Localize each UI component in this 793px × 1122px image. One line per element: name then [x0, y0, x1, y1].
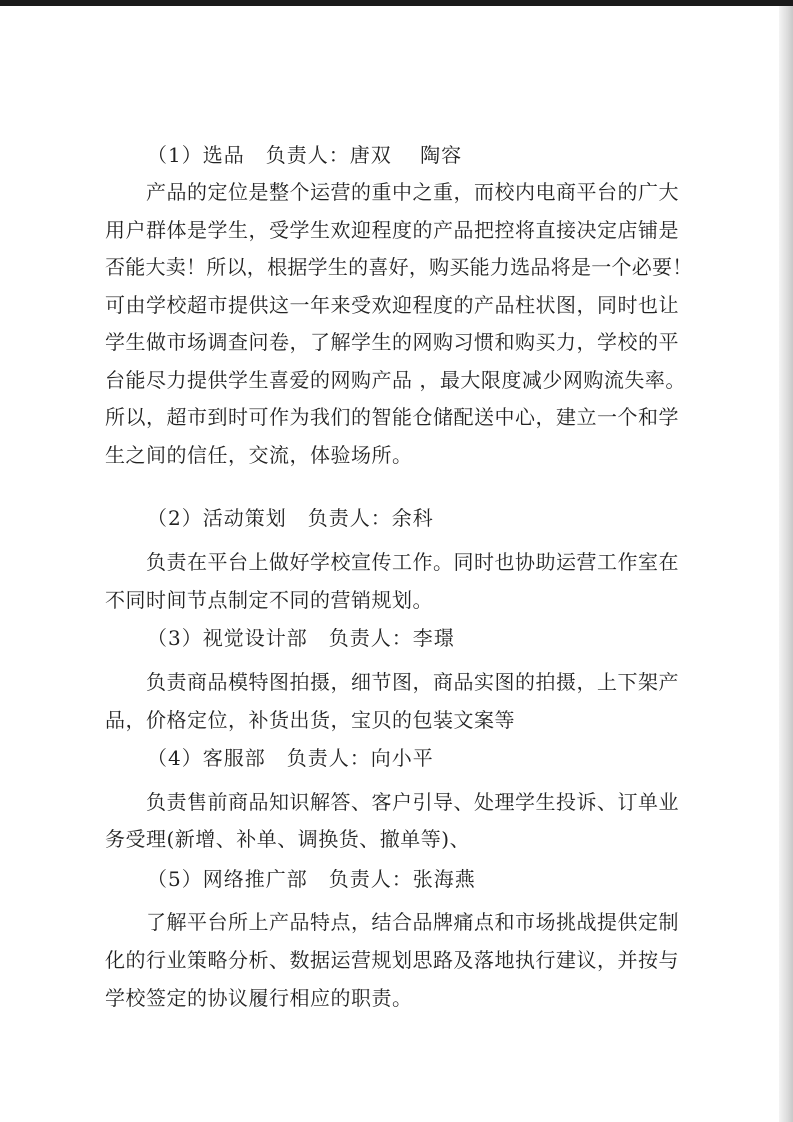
body-line: 负责商品模特图拍摄，细节图，商品实图的拍摄，上下架产: [146, 670, 679, 694]
body-line: 学校签定的协议履行相应的职责。: [105, 986, 413, 1010]
body-line: 否能大卖！所以，根据学生的喜好，购买能力选品将是一个必要！: [105, 255, 693, 279]
body-line: 学生做市场调查问卷，了解学生的网购习惯和购买力，学校的平: [105, 330, 679, 354]
body-line: 产品的定位是整个运营的重中之重，而校内电商平台的广大: [146, 180, 679, 204]
body-line: 不同时间节点制定不同的营销规划。: [105, 588, 433, 612]
section-heading-4: （4）客服部 负责人：向小平: [147, 746, 434, 770]
body-line: 了解平台所上产品特点，结合品牌痛点和市场挑战提供定制: [146, 910, 679, 934]
body-line: 所以，超市到时可作为我们的智能仓储配送中心，建立一个和学: [105, 405, 679, 429]
body-line: 务受理(新增、补单、调换货、撤单等)、: [105, 827, 471, 851]
body-line: 化的行业策略分析、数据运营规划思路及落地执行建议，并按与: [105, 948, 679, 972]
body-line: 负责售前商品知识解答、客户引导、处理学生投诉、订单业: [146, 790, 679, 814]
body-line: 用户群体是学生，受学生欢迎程度的产品把控将直接决定店铺是: [105, 218, 679, 242]
body-line: 负责在平台上做好学校宣传工作。同时也协助运营工作室在: [146, 550, 679, 574]
section-heading-2: （2）活动策划 负责人：余科: [147, 506, 434, 530]
body-line: 品，价格定位，补货出货，宝贝的包装文案等: [105, 708, 515, 732]
section-heading-3: （3）视觉设计部 负责人：李璟: [147, 626, 455, 650]
section-heading-5: （5）网络推广部 负责人：张海燕: [147, 867, 476, 891]
section-heading-1: （1）选品 负责人：唐双 陶容: [147, 143, 463, 167]
body-line: 台能尽力提供学生喜爱的网购产品 ，最大限度减少网购流失率。: [105, 368, 686, 392]
body-line: 生之间的信任，交流，体验场所。: [105, 443, 413, 467]
body-line: 可由学校超市提供这一年来受欢迎程度的产品柱状图，同时也让: [105, 293, 679, 317]
